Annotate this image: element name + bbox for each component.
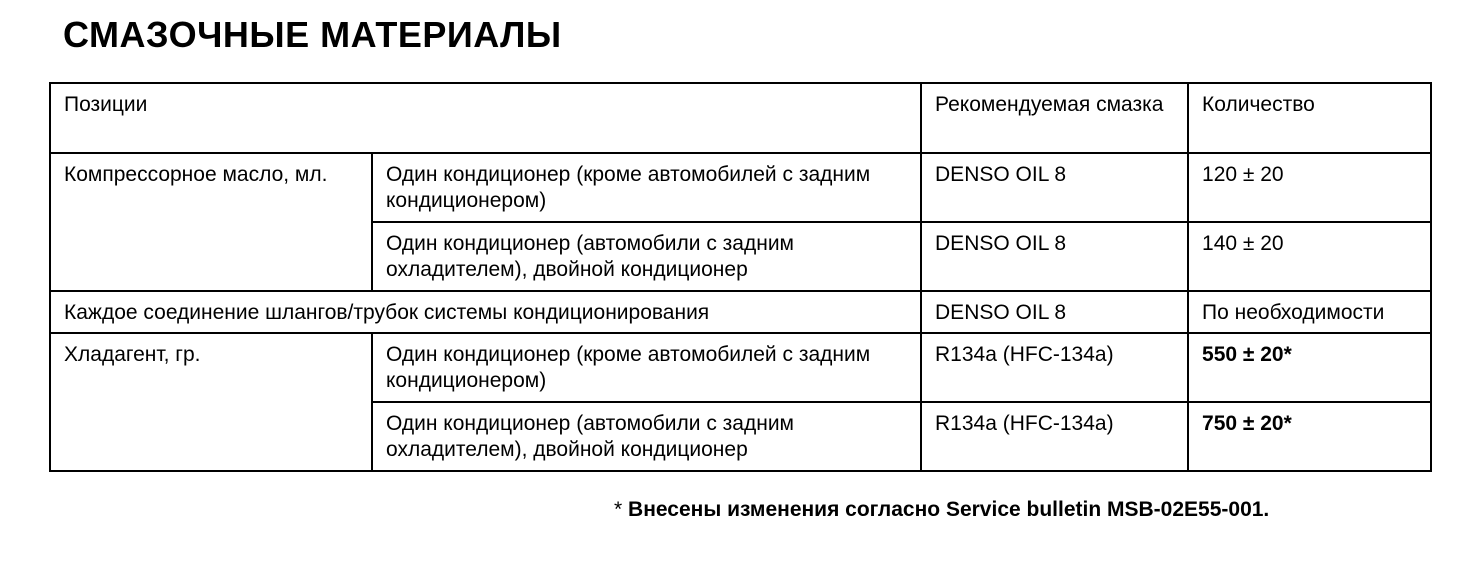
footnote	[614, 498, 1269, 522]
quantity-cell: 140 ± 20	[1188, 222, 1431, 291]
quantity-cell: 750 ± 20*	[1188, 402, 1431, 471]
table-header-row	[50, 83, 1431, 153]
header-position: Позиции	[50, 83, 921, 153]
quantity-cell: 120 ± 20	[1188, 153, 1431, 222]
footnote-text: Внесены изменения согласно Service bulletin MSB-02E55-001.	[628, 498, 1270, 521]
table-row	[50, 291, 1431, 333]
item-hose-connections: Каждое соединение шлангов/трубок системы кондиционирования	[50, 291, 921, 333]
condition-cell: Один кондиционер (автомобили с задним охладителем), двойной кондиционер	[372, 222, 921, 291]
lubricant-cell: R134a (HFC-134a)	[921, 333, 1188, 402]
condition-cell: Один кондиционер (кроме автомобилей с задним кондиционером)	[372, 333, 921, 402]
header-quantity: Количество	[1188, 83, 1431, 153]
footnote-marker: *	[614, 498, 623, 521]
quantity-cell: По необходимости	[1188, 291, 1431, 333]
condition-cell: Один кондиционер (кроме автомобилей с задним кондиционером)	[372, 153, 921, 222]
condition-cell: Один кондиционер (автомобили с задним охладителем), двойной кондиционер	[372, 402, 921, 471]
lubricant-cell: R134a (HFC-134a)	[921, 402, 1188, 471]
item-compressor-oil: Компрессорное масло, мл.	[50, 153, 372, 291]
lubricant-cell: DENSO OIL 8	[921, 291, 1188, 333]
lubricants-table	[49, 82, 1432, 472]
page-title: СМАЗОЧНЫЕ МАТЕРИАЛЫ	[63, 14, 562, 55]
quantity-cell: 550 ± 20*	[1188, 333, 1431, 402]
table-row	[50, 333, 1431, 402]
table-row	[50, 153, 1431, 222]
lubricant-cell: DENSO OIL 8	[921, 153, 1188, 222]
header-lubricant: Рекомендуемая смазка	[921, 83, 1188, 153]
item-refrigerant: Хладагент, гр.	[50, 333, 372, 471]
lubricant-cell: DENSO OIL 8	[921, 222, 1188, 291]
